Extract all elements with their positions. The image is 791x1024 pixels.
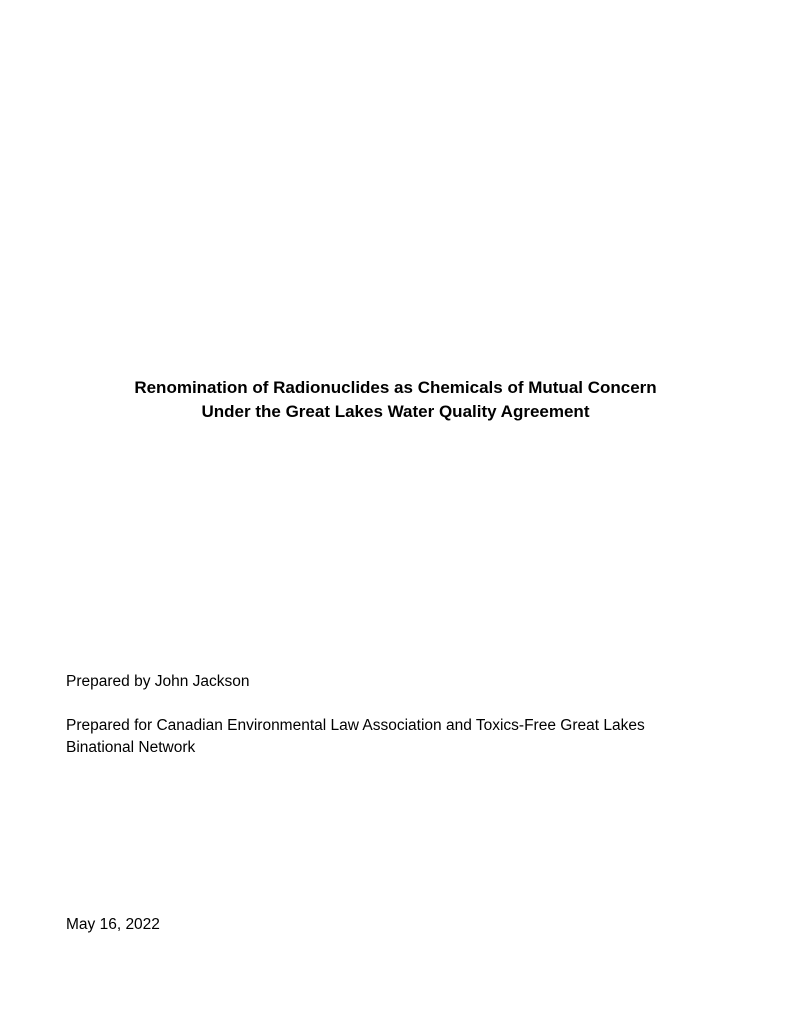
document-title <box>0 376 791 424</box>
document-date: May 16, 2022 <box>66 916 160 933</box>
prepared-for-text: Prepared for Canadian Environmental Law Association and Toxics-Free Great Lakes Binational Network <box>66 717 645 756</box>
title-line-1: Renomination of Radionuclides as Chemicals of Mutual Concern <box>134 378 657 397</box>
prepared-by-text: Prepared by John Jackson <box>66 673 250 690</box>
title-line-2: Under the Great Lakes Water Quality Agreement <box>201 402 590 421</box>
